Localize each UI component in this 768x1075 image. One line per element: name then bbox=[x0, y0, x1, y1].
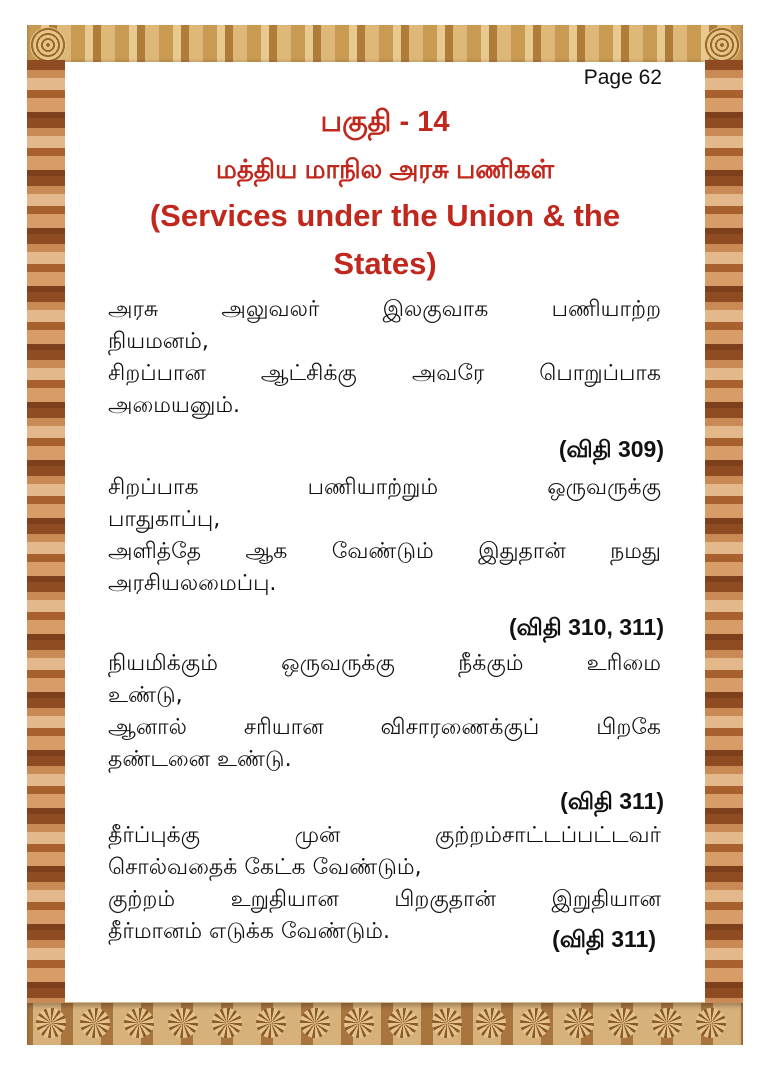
english-title-line1: (Services under the Union & the bbox=[149, 198, 621, 233]
verse-line: தீர்ப்புக்கு முன் குற்றம்சாட்டப்பட்டவர் bbox=[108, 823, 661, 848]
verse-line: சொல்வதைக் கேட்க வேண்டும், bbox=[108, 855, 422, 880]
article-reference: (விதி 311) bbox=[552, 926, 656, 952]
spiral-ornament-right bbox=[704, 27, 740, 63]
verse-line: அரசியலமைப்பு. bbox=[108, 571, 277, 596]
verse-line: நியமிக்கும் ஒருவருக்கு நீக்கும் உரிமை bbox=[108, 651, 661, 676]
wheel-ornament bbox=[168, 1008, 198, 1038]
verse-line: அமையனும். bbox=[108, 393, 241, 418]
frame-top-border bbox=[27, 25, 743, 65]
verse-1 bbox=[108, 294, 661, 422]
wheel-ornament bbox=[652, 1008, 682, 1038]
verse-line: சிறப்பான ஆட்சிக்கு அவரே பொறுப்பாக bbox=[108, 361, 661, 386]
verse-line: சிறப்பாக பணியாற்றும் ஒருவருக்கு bbox=[108, 475, 661, 500]
verse-line: அரசு அலுவலர் இலகுவாக பணியாற்ற bbox=[108, 297, 661, 322]
article-reference: (விதி 310, 311) bbox=[509, 614, 664, 640]
verse-line: பாதுகாப்பு, bbox=[108, 507, 221, 532]
wheel-ornament bbox=[564, 1008, 594, 1038]
verse-line: அளித்தே ஆக வேண்டும் இதுதான் நமது bbox=[108, 539, 661, 564]
article-reference: (விதி 311) bbox=[560, 788, 664, 814]
wheel-ornament bbox=[432, 1008, 462, 1038]
wheel-ornament bbox=[476, 1008, 506, 1038]
wheel-ornament bbox=[344, 1008, 374, 1038]
page-number: Page 62 bbox=[583, 66, 662, 89]
verse-line: தண்டனை உண்டு. bbox=[108, 747, 292, 772]
verse-2 bbox=[108, 472, 661, 600]
verse-line: தீர்மானம் எடுக்க வேண்டும். bbox=[108, 919, 390, 944]
frame-right-pillar bbox=[705, 60, 743, 1010]
wheel-ornament bbox=[608, 1008, 638, 1038]
wheel-ornament bbox=[124, 1008, 154, 1038]
verse-line: நியமனம், bbox=[108, 329, 209, 354]
verse-3 bbox=[108, 648, 661, 776]
verse-line: உண்டு, bbox=[108, 683, 183, 708]
wheel-ornament bbox=[520, 1008, 550, 1038]
wheel-ornament bbox=[696, 1008, 726, 1038]
verse-line: குற்றம் உறுதியான பிறகுதான் இறுதியான bbox=[108, 887, 661, 912]
wheel-ornament bbox=[36, 1008, 66, 1038]
tamil-title: மத்திய மாநில அரசு பணிகள் bbox=[215, 154, 555, 184]
article-reference: (விதி 309) bbox=[558, 436, 664, 462]
spiral-ornament-left bbox=[30, 27, 66, 63]
document-page bbox=[65, 62, 705, 1002]
wheel-ornament bbox=[300, 1008, 330, 1038]
wheel-ornament bbox=[256, 1008, 286, 1038]
frame-left-pillar bbox=[27, 60, 65, 1010]
part-heading: பகுதி - 14 bbox=[320, 106, 450, 138]
verse-line: ஆனால் சரியான விசாரணைக்குப் பிறகே bbox=[108, 715, 661, 740]
wheel-ornament bbox=[212, 1008, 242, 1038]
english-title-line2: States) bbox=[333, 246, 437, 281]
wheel-ornament bbox=[80, 1008, 110, 1038]
wheel-ornament bbox=[388, 1008, 418, 1038]
